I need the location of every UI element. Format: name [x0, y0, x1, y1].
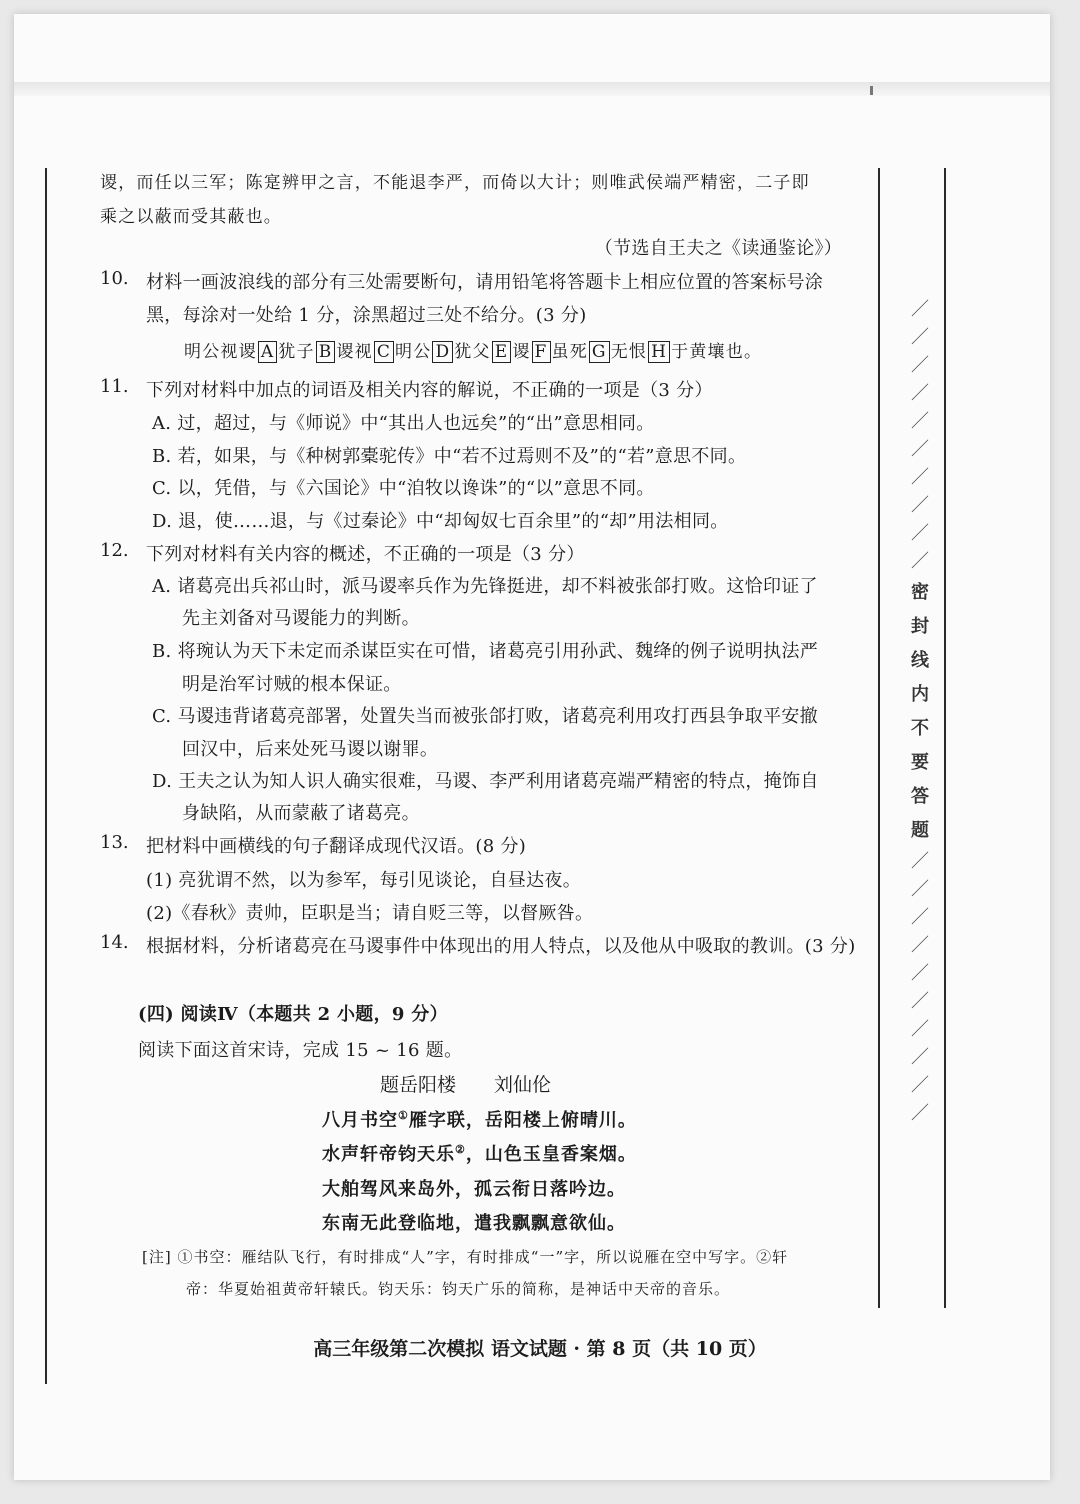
page-footer: 高三年级第二次模拟 语文试题 · 第 8 页（共 10 页）: [313, 1338, 767, 1360]
q10-number: 10.: [100, 268, 129, 289]
seal-slash: ／: [911, 495, 929, 516]
q13-item-2: (2)《春秋》责帅，臣职是当；请自贬三等，以督厥咎。: [146, 903, 594, 924]
q10-seg: 于黄壤也。: [671, 342, 763, 362]
seal-slash: ／: [911, 551, 929, 572]
poem-title: 题岳阳楼: [380, 1074, 457, 1096]
seal-slash: ／: [911, 935, 929, 956]
seal-char: 封: [911, 616, 929, 637]
q11-option-a: A. 过，超过，与《师说》中“其出人也远矣”的“出”意思相同。: [152, 413, 655, 434]
q10-stem-2: 黑，每涂对一处给 1 分，涂黑超过三处不给分。(3 分): [146, 305, 587, 326]
q13-stem: 把材料中画横线的句子翻译成现代汉语。(8 分): [146, 836, 527, 857]
seal-slash: ／: [911, 383, 929, 404]
poem-author: 刘仙伦: [494, 1074, 552, 1096]
q10-stem-1: 材料一画波浪线的部分有三处需要断句，请用铅笔将答题卡上相应位置的答案标号涂: [146, 272, 824, 293]
q10-box-g[interactable]: G: [589, 341, 610, 363]
seal-slash: ／: [911, 523, 929, 544]
q13-item-1: (1) 亮犹谓不然，以为参军，每引见谈论，自昼达夜。: [146, 870, 582, 891]
poem-title-row: [380, 1070, 551, 1097]
seal-slash: ／: [911, 1019, 929, 1040]
q10-box-h[interactable]: H: [648, 341, 670, 363]
seal-slash: ／: [911, 907, 929, 928]
q12-number: 12.: [100, 540, 129, 561]
q11-option-b: B. 若，如果，与《种树郭橐驼传》中“若不过焉则不及”的“若”意思不同。: [152, 446, 747, 467]
seal-char: 要: [911, 752, 929, 773]
q12-option-a-2: 先主刘备对马谡能力的判断。: [182, 608, 420, 629]
q11-stem: 下列对材料中加点的词语及相关内容的解说，不正确的一项是（3 分）: [146, 380, 713, 401]
q10-seg: 明公视谡: [184, 342, 257, 362]
poem-text: 水声轩帝钧天乐: [322, 1144, 455, 1165]
section4-heading: (四) 阅读Ⅳ（本题共 2 小题，9 分）: [138, 1004, 448, 1025]
seal-char: 密: [911, 582, 929, 603]
q12-option-c-1: C. 马谡违背诸葛亮部署，处置失当而被张郃打败，诸葛亮利用攻打西县争取平安撤: [152, 706, 818, 727]
seal-slash: ／: [911, 1075, 929, 1096]
seal-char: 线: [911, 650, 929, 671]
passage-line-2: 乘之以蔽而受其蔽也。: [100, 207, 282, 227]
seal-char: 答: [911, 786, 929, 807]
q14-number: 14.: [100, 932, 129, 953]
paper-fold: [14, 82, 1050, 96]
q10-seg: 犹父: [454, 342, 491, 362]
poem-note-2: 帝：华夏始祖黄帝轩辕氏。钧天乐：钧天广乐的简称，是神话中天帝的音乐。: [186, 1280, 731, 1298]
q12-option-c-2: 回汉中，后来处死马谡以谢罪。: [182, 739, 439, 760]
q11-number: 11.: [100, 376, 129, 397]
seal-slash: ／: [911, 299, 929, 320]
q10-box-d[interactable]: D: [432, 341, 453, 363]
q11-option-d: D. 退，使……退，与《过秦论》中“却匈奴七百余里”的“却”用法相同。: [152, 511, 729, 532]
poem-line-4: 东南无此登临地，遣我飘飘意欲仙。: [322, 1213, 626, 1234]
seal-slash: ／: [911, 467, 929, 488]
q12-stem: 下列对材料有关内容的概述，不正确的一项是（3 分）: [146, 544, 585, 565]
footnote-marker: ②: [455, 1143, 466, 1156]
fold-mark: [870, 86, 873, 95]
q12-option-b-2: 明是治军讨贼的根本保证。: [182, 674, 402, 695]
poem-text: ，山色玉皇香案烟。: [465, 1144, 637, 1165]
poem-line-1: [322, 1106, 637, 1132]
poem-note-1: [注] ①书空：雁结队飞行，有时排成“人”字，有时排成“一”字，所以说雁在空中写字。②轩: [142, 1248, 789, 1266]
q10-seg: 明公: [395, 342, 432, 362]
seal-slash: ／: [911, 963, 929, 984]
q10-box-c[interactable]: C: [374, 341, 394, 363]
q10-box-e[interactable]: E: [492, 341, 512, 363]
q12-option-d-1: D. 王夫之认为知人识人确实很难，马谡、李严利用诸葛亮端严精密的特点，掩饰自: [152, 771, 819, 792]
seal-slash: ／: [911, 879, 929, 900]
seal-slash: ／: [911, 851, 929, 872]
seal-slash: ／: [911, 1103, 929, 1124]
poem-line-2: [322, 1140, 637, 1166]
seal-slash: ／: [911, 991, 929, 1012]
seal-slash: ／: [911, 1047, 929, 1068]
q12-option-b-1: B. 将琬认为天下未定而杀谋臣实在可惜，诸葛亮引用孙武、魏绛的例子说明执法严: [152, 641, 819, 662]
q10-box-f[interactable]: F: [532, 341, 551, 363]
seal-slash: ／: [911, 439, 929, 460]
right-margin-line-2: [944, 168, 946, 1308]
q10-box-a[interactable]: A: [258, 341, 277, 363]
seal-char: 不: [911, 718, 929, 739]
footnote-marker: ①: [398, 1109, 409, 1122]
passage-source: （节选自王夫之《读通鉴论》）: [594, 238, 842, 259]
seal-slash: ／: [911, 327, 929, 348]
seal-slash: ／: [911, 411, 929, 432]
q10-seg: 犹子: [278, 342, 315, 362]
q10-seg: 谡视: [336, 342, 373, 362]
q10-seg: 无恨: [610, 342, 648, 362]
q10-box-b[interactable]: B: [316, 341, 336, 363]
q13-number: 13.: [100, 832, 129, 853]
q10-seg: 谡: [512, 342, 531, 362]
section4-intro: 阅读下面这首宋诗，完成 15 ~ 16 题。: [138, 1040, 463, 1061]
q12-option-d-2: 身缺陷，从而蒙蔽了诸葛亮。: [182, 803, 420, 824]
seal-char: 内: [911, 684, 929, 705]
passage-line-1: 谡，而任以三军；陈寔辨甲之言，不能退李严，而倚以大计；则唯武侯端严精密，二子即: [100, 173, 810, 193]
q10-seg: 虽死: [551, 342, 588, 362]
poem-text: 雁字联，岳阳楼上俯晴川。: [408, 1110, 637, 1131]
q11-option-c: C. 以，凭借，与《六国论》中“洎牧以谗诛”的“以”意思不同。: [152, 478, 655, 499]
q14-stem: 根据材料，分析诸葛亮在马谡事件中体现出的用人特点，以及他从中吸取的教训。(3 分): [146, 936, 856, 957]
seal-slash: ／: [911, 355, 929, 376]
q10-sentence: [184, 337, 934, 363]
q12-option-a-1: A. 诸葛亮出兵祁山时，派马谡率兵作为先锋挺进，却不料被张郃打败。这恰印证了: [152, 576, 818, 597]
seal-line-notice: [902, 296, 938, 1156]
left-margin-line: [45, 168, 47, 1384]
poem-line-3: 大舶驾风来岛外，孤云衔日落吟边。: [322, 1179, 626, 1200]
seal-char: 题: [911, 820, 929, 841]
poem-text: 八月书空: [322, 1110, 398, 1131]
